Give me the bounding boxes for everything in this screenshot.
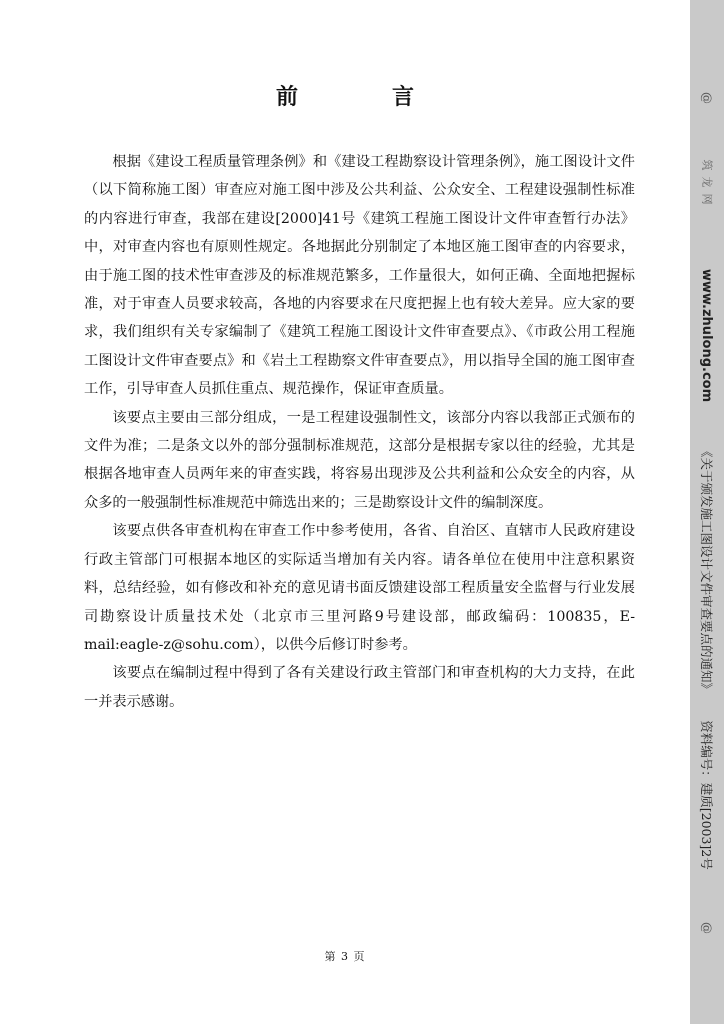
at-mark-top: [690, 88, 724, 108]
site-url: www.zhulong.com: [699, 268, 715, 402]
at-icon: @: [700, 92, 714, 104]
paragraph-4: 该要点在编制过程中得到了各有关建设行政主管部门和审查机构的大力支持，在此一并表示感谢。: [84, 665, 635, 710]
page-title: 前 言: [275, 84, 450, 110]
watermark-sidebar: [690, 0, 724, 1024]
notice-title: 《关于颁发施工图设计文件审查要点的通知》: [699, 444, 715, 696]
document-number: 资料编号：建质[2003]2号: [699, 720, 714, 870]
preface-body: [84, 148, 635, 716]
paragraph-2: 该要点主要由三部分组成，一是工程建设强制性文，该部分内容以我部正式颁布的文件为准；二是条文以外的部分强制标准规范，这部分是根据专家以往的经验，尤其是根据各地审查人员两年来的审查实践，将容易出现涉及公共利益和公众安全的内容，从众多的一般强制性标准规范中筛选出来的；三是勘察设计文件的编制深度。: [84, 409, 635, 511]
paragraph-1: 根据《建设工程质量管理条例》和《建设工程勘察设计管理条例》，施工图设计文件（以下简称施工图）审查应对施工图中涉及公共利益、公众安全、工程建设强制性标准的内容进行审查，我部在建设[2000]41号《建筑工程施工图设计文件审查暂行办法》中，对审查内容也有原则性规定。各地据此分别制定了本地区施工图审查的内容要求，由于施工图的技术性审查涉及的标准规范繁多，工作量很大，如何正确、全面地把握标准，对于审查人员要求较高，各地的内容要求在尺度把握上也有较大差异。应大家的要求，我们组织有关专家编制了《建筑工程施工图设计文件审查要点》、《市政公用工程施工图设计文件审查要点》和《岩土工程勘察文件审查要点》，用以指导全国的施工图审查工作，引导审查人员抓住重点、规范操作，保证审查质量。: [84, 154, 635, 398]
at-mark-bottom: [690, 918, 724, 938]
page-number: 第 3 页: [324, 950, 366, 963]
at-icon: @: [700, 922, 714, 934]
paragraph-3: 该要点供各审查机构在审查工作中参考使用，各省、自治区、直辖市人民政府建设行政主管部门可根据本地区的实际适当增加有关内容。请各单位在使用中注意积累资料，总结经验，如有修改和补充的意见请书面反馈建设部工程质量安全监督与行业发展司勘察设计质量技术处（北京市三里河路9号建设部，邮政编码：100835，E-mail:eagle-z@sohu.com），以供今后修订时参考。: [84, 523, 635, 653]
brand-label: 筑龙网: [700, 159, 713, 211]
